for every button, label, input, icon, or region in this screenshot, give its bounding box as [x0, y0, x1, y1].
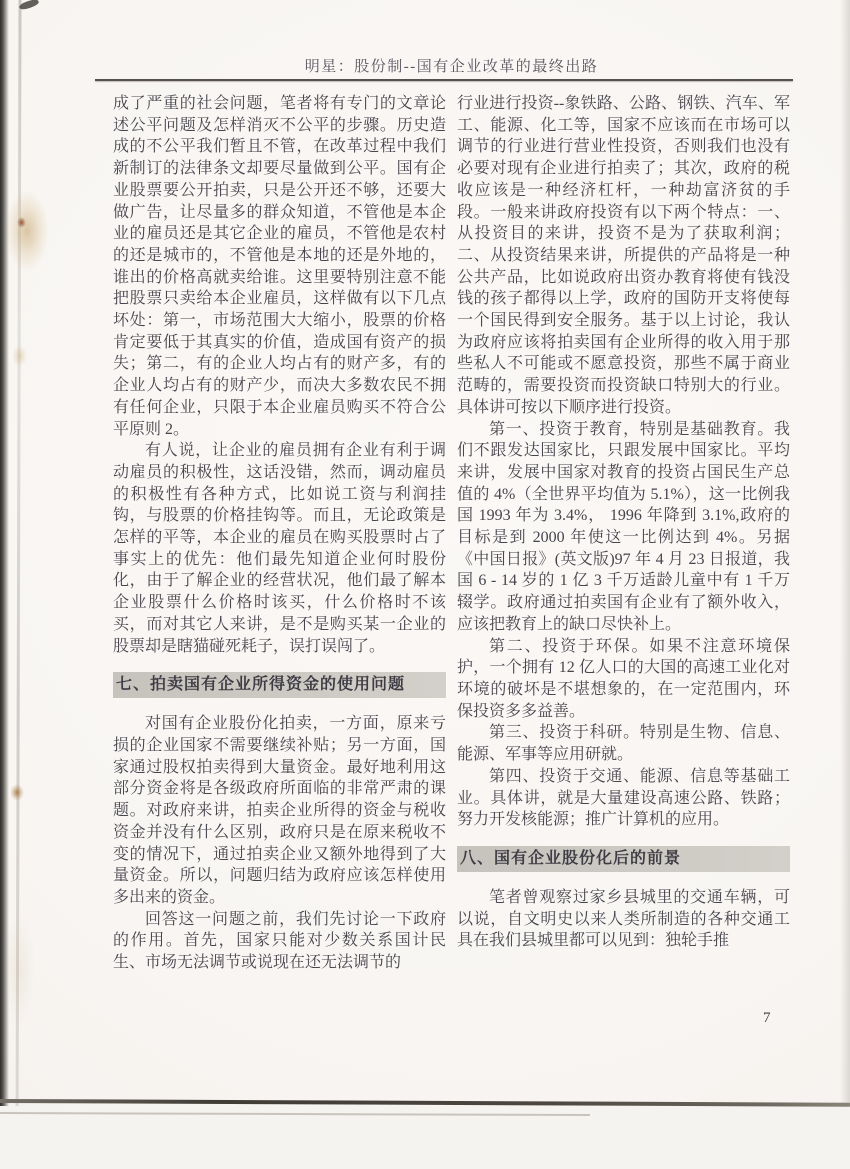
- paragraph-fourth-infrastructure: 第四、投资于交通、能源、信息等基础工业。具体讲，就是大量建设高速公路、铁路；努力开发核能源；推广计算机的应用。: [457, 767, 790, 829]
- text-columns: [113, 93, 790, 974]
- stain-brown-core: [17, 217, 26, 228]
- paragraph-industry-investment: 行业进行投资--象铁路、公路、钢铁、汽车、军工、能源、化工等，国家不应该而在市场可以调节的行业进行营业性投资，否则我们也没有必要对现有企业进行拍卖了；其次，政府的税收应该是一种经济杠杆，一种劫富济贫的手段。一般来讲政府投资有以下两个特点：一、从投资目的来讲，投资不是为了获取利润；二、从投资结果来讲，所提供的产品将是一种公共产品，比如说政府出资办教育将使有钱没钱的孩子都得以上学，政府的国防开支将使每一个国民得到安全服务。基于以上讨论，我认为政府应该将拍卖国有企业所得的收入用于那些私人不可能或不愿意投资，那些不属于商业范畴的，需要投资而投资缺口特别大的行业。具体讲可按以下顺序进行投资。: [457, 95, 790, 416]
- top-left-corner-mark: [18, 0, 39, 11]
- section-heading-7: 七、拍卖国有企业所得资金的使用问题: [113, 672, 446, 698]
- paragraph-hometown-traffic: 笔者曾观察过家乡县城里的交通车辆，可以说，自文明史以来人类所制造的各种交通工具在我们县城里都可以见到：独轮手推: [457, 888, 790, 950]
- paragraph-second-environment: 第二、投资于环保。如果不注意环境保护，一个拥有 12 亿人口的大国的高速工业化对环境的破坏是不堪想象的，在一定范围内，环保投资多多益善。: [457, 637, 790, 720]
- right-column: [457, 93, 790, 974]
- paragraph-third-research: 第三、投资于科研。特别是生物、信息、能源、军事等应用研就。: [457, 724, 790, 764]
- paragraph-employee-incentives: 有人说，让企业的雇员拥有企业有利于调动雇员的积极性，这话没错，然而，调动雇员的积极性有各种方式，比如说工资与利润挂钩，与股票的价格挂钩等。而且，无论政策是怎样的平等，本企业的雇员在购买股票时占了事实上的优先：他们最先知道企业何时股份化，由于了解企业的经营状况，他们最了解本企业股票什么价格时该买，什么价格时不该买，而对其它人来讲，是不是购买某一企业的股票却是瞎猫碰死耗子，误打误闯了。: [113, 442, 446, 655]
- paragraph-first-education: 第一、投资于教育，特别是基础教育。我们不跟发达国家比，只跟发展中国家比。平均来讲，发展中国家对教育的投资占国民生产总值的 4%（全世界平均值为 5.1%），这一比例我国 1993 年为 3.4%， 1996 年降到 3.1%,政府的目标是到 2000 年使这一比例达到 4%。另据《中国日报》(英文版)97 年 4 月 23 日报道，我国 6 - 14 岁的 1 亿 3 千万适龄儿童中有 1 千万辍学。政府通过拍卖国有企业有了额外收入，应该把教育上的缺口尽快补上。: [457, 420, 790, 633]
- stain-yellow-small: [12, 345, 27, 367]
- left-column: [113, 93, 446, 974]
- stain-faint-smear: [3, 915, 35, 1025]
- paragraph-continued-from-previous-page: 成了严重的社会问题，笔者将有专门的文章论述公平问题及怎样消灭不公平的步骤。历史造成的不公平我们暂且不管，在改革过程中我们新制订的法律条文却要尽量做到公平。国有企业股票要公开拍卖，只是公开还不够，还要大做广告，让尽量多的群众知道，不管他是本企业的雇员还是其它企业的雇员，不管他是农村的还是城市的，不管他是本地的还是外地的，谁出的价格高就卖给谁。这里要特别注意不能把股票只卖给本企业雇员，这样做有以下几点坏处：第一，市场范围大大缩小，股票的价格肯定要低于其真实的价值，造成国有资产的损失；第二，有的企业人均占有的财产多，有的企业人均占有的财产少，而决大多数农民不拥有任何企业，只限于本企业雇员购买不符合公平原则 2。: [113, 95, 446, 438]
- stain-brown-spot: [10, 784, 24, 801]
- section-heading-8: 八、国有企业股份化后的前景: [457, 846, 790, 872]
- page-number: 7: [763, 1010, 771, 1026]
- stain-yellow-large: [5, 190, 49, 272]
- paragraph-auction-funds: 对国有企业股份化拍卖，一方面，原来亏损的企业国家不需要继续补贴；另一方面，国家通过股权拍卖得到大量资金。最好地利用这部分资金将是各级政府所面临的非常严肃的课题。对政府来讲，拍卖企业所得的资金与税收资金并没有什么区别，政府只是在原来税收不变的情况下，通过拍卖企业又额外地得到了大量资金。所以，问题归结为政府应该怎样使用多出来的资金。: [113, 715, 446, 906]
- running-head: 明星：股份制--国有企业改革的最终出路: [304, 59, 599, 75]
- right-edge-shadow: [840, 0, 850, 1169]
- paragraph-government-role: 回答这一问题之前，我们先讨论一下政府的作用。首先，国家只能对少数关系国计民生、市场无法调节或说现在还无法调节的: [113, 910, 446, 972]
- header-rule: [95, 79, 793, 81]
